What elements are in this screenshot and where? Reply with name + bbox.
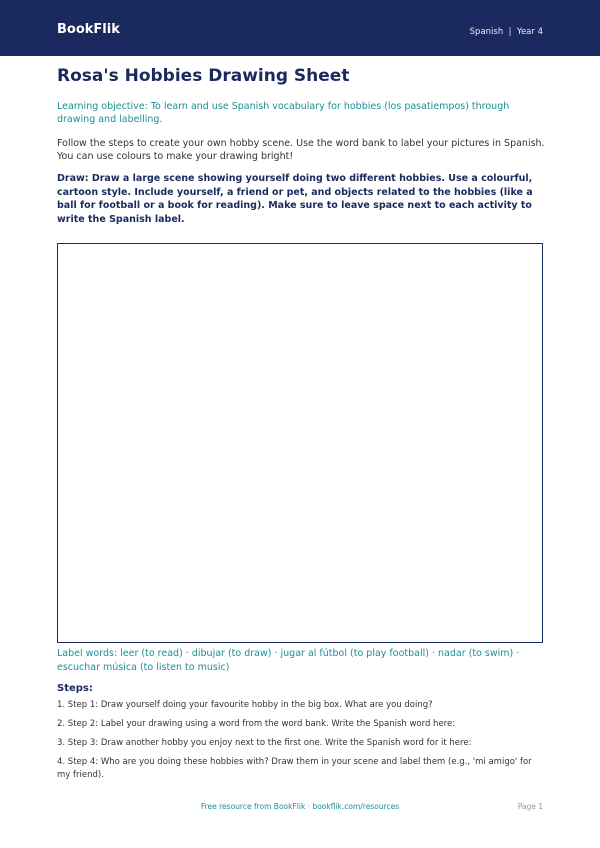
drawing-instruction: Draw: Draw a large scene showing yourself doing two different hobbies. Use a colourful, cartoon style. Include yourself, a friend or pet, and objects related to the hobbies (like a ball for football or a book for reading). Make sure to leave space next to each activity to write the Spanish label. bbox=[57, 173, 533, 225]
word-bank: Label words: leer (to read) · dibujar (to draw) · jugar al fútbol (to play football) · nadar (to swim) · escuchar música (to listen to music) bbox=[57, 648, 520, 673]
steps-heading: Steps: bbox=[57, 683, 93, 694]
subject-year-label: Spanish | Year 4 bbox=[469, 27, 543, 37]
intro-text: Follow the steps to create your own hobby scene. Use the word bank to label your pictures in Spanish. You can use colours to make your drawing bright! bbox=[57, 138, 545, 162]
header-bar bbox=[0, 0, 600, 56]
step-item: 4. Step 4: Who are you doing these hobbies with? Draw them in your scene and label them (e.g., 'mi amigo' for my friend). bbox=[57, 757, 532, 780]
step-item: 3. Step 3: Draw another hobby you enjoy next to the first one. Write the Spanish word for it here: bbox=[57, 738, 472, 748]
step-item: 2. Step 2: Label your drawing using a word from the word bank. Write the Spanish word here: bbox=[57, 719, 456, 729]
steps-list bbox=[57, 699, 547, 788]
footer-resource-link[interactable]: Free resource from BookFlik · bookflik.com/resources bbox=[200, 802, 400, 811]
learning-objective: Learning objective: To learn and use Spanish vocabulary for hobbies (los pasatiempos) through drawing and labelling. bbox=[57, 101, 510, 125]
brand-logo-text: BookFlik bbox=[57, 22, 120, 37]
step-item: 1. Step 1: Draw yourself doing your favourite hobby in the big box. What are you doing? bbox=[57, 700, 433, 710]
drawing-area[interactable] bbox=[57, 243, 543, 643]
page-number: Page 1 bbox=[517, 802, 543, 811]
page-title: Rosa's Hobbies Drawing Sheet bbox=[57, 66, 350, 86]
